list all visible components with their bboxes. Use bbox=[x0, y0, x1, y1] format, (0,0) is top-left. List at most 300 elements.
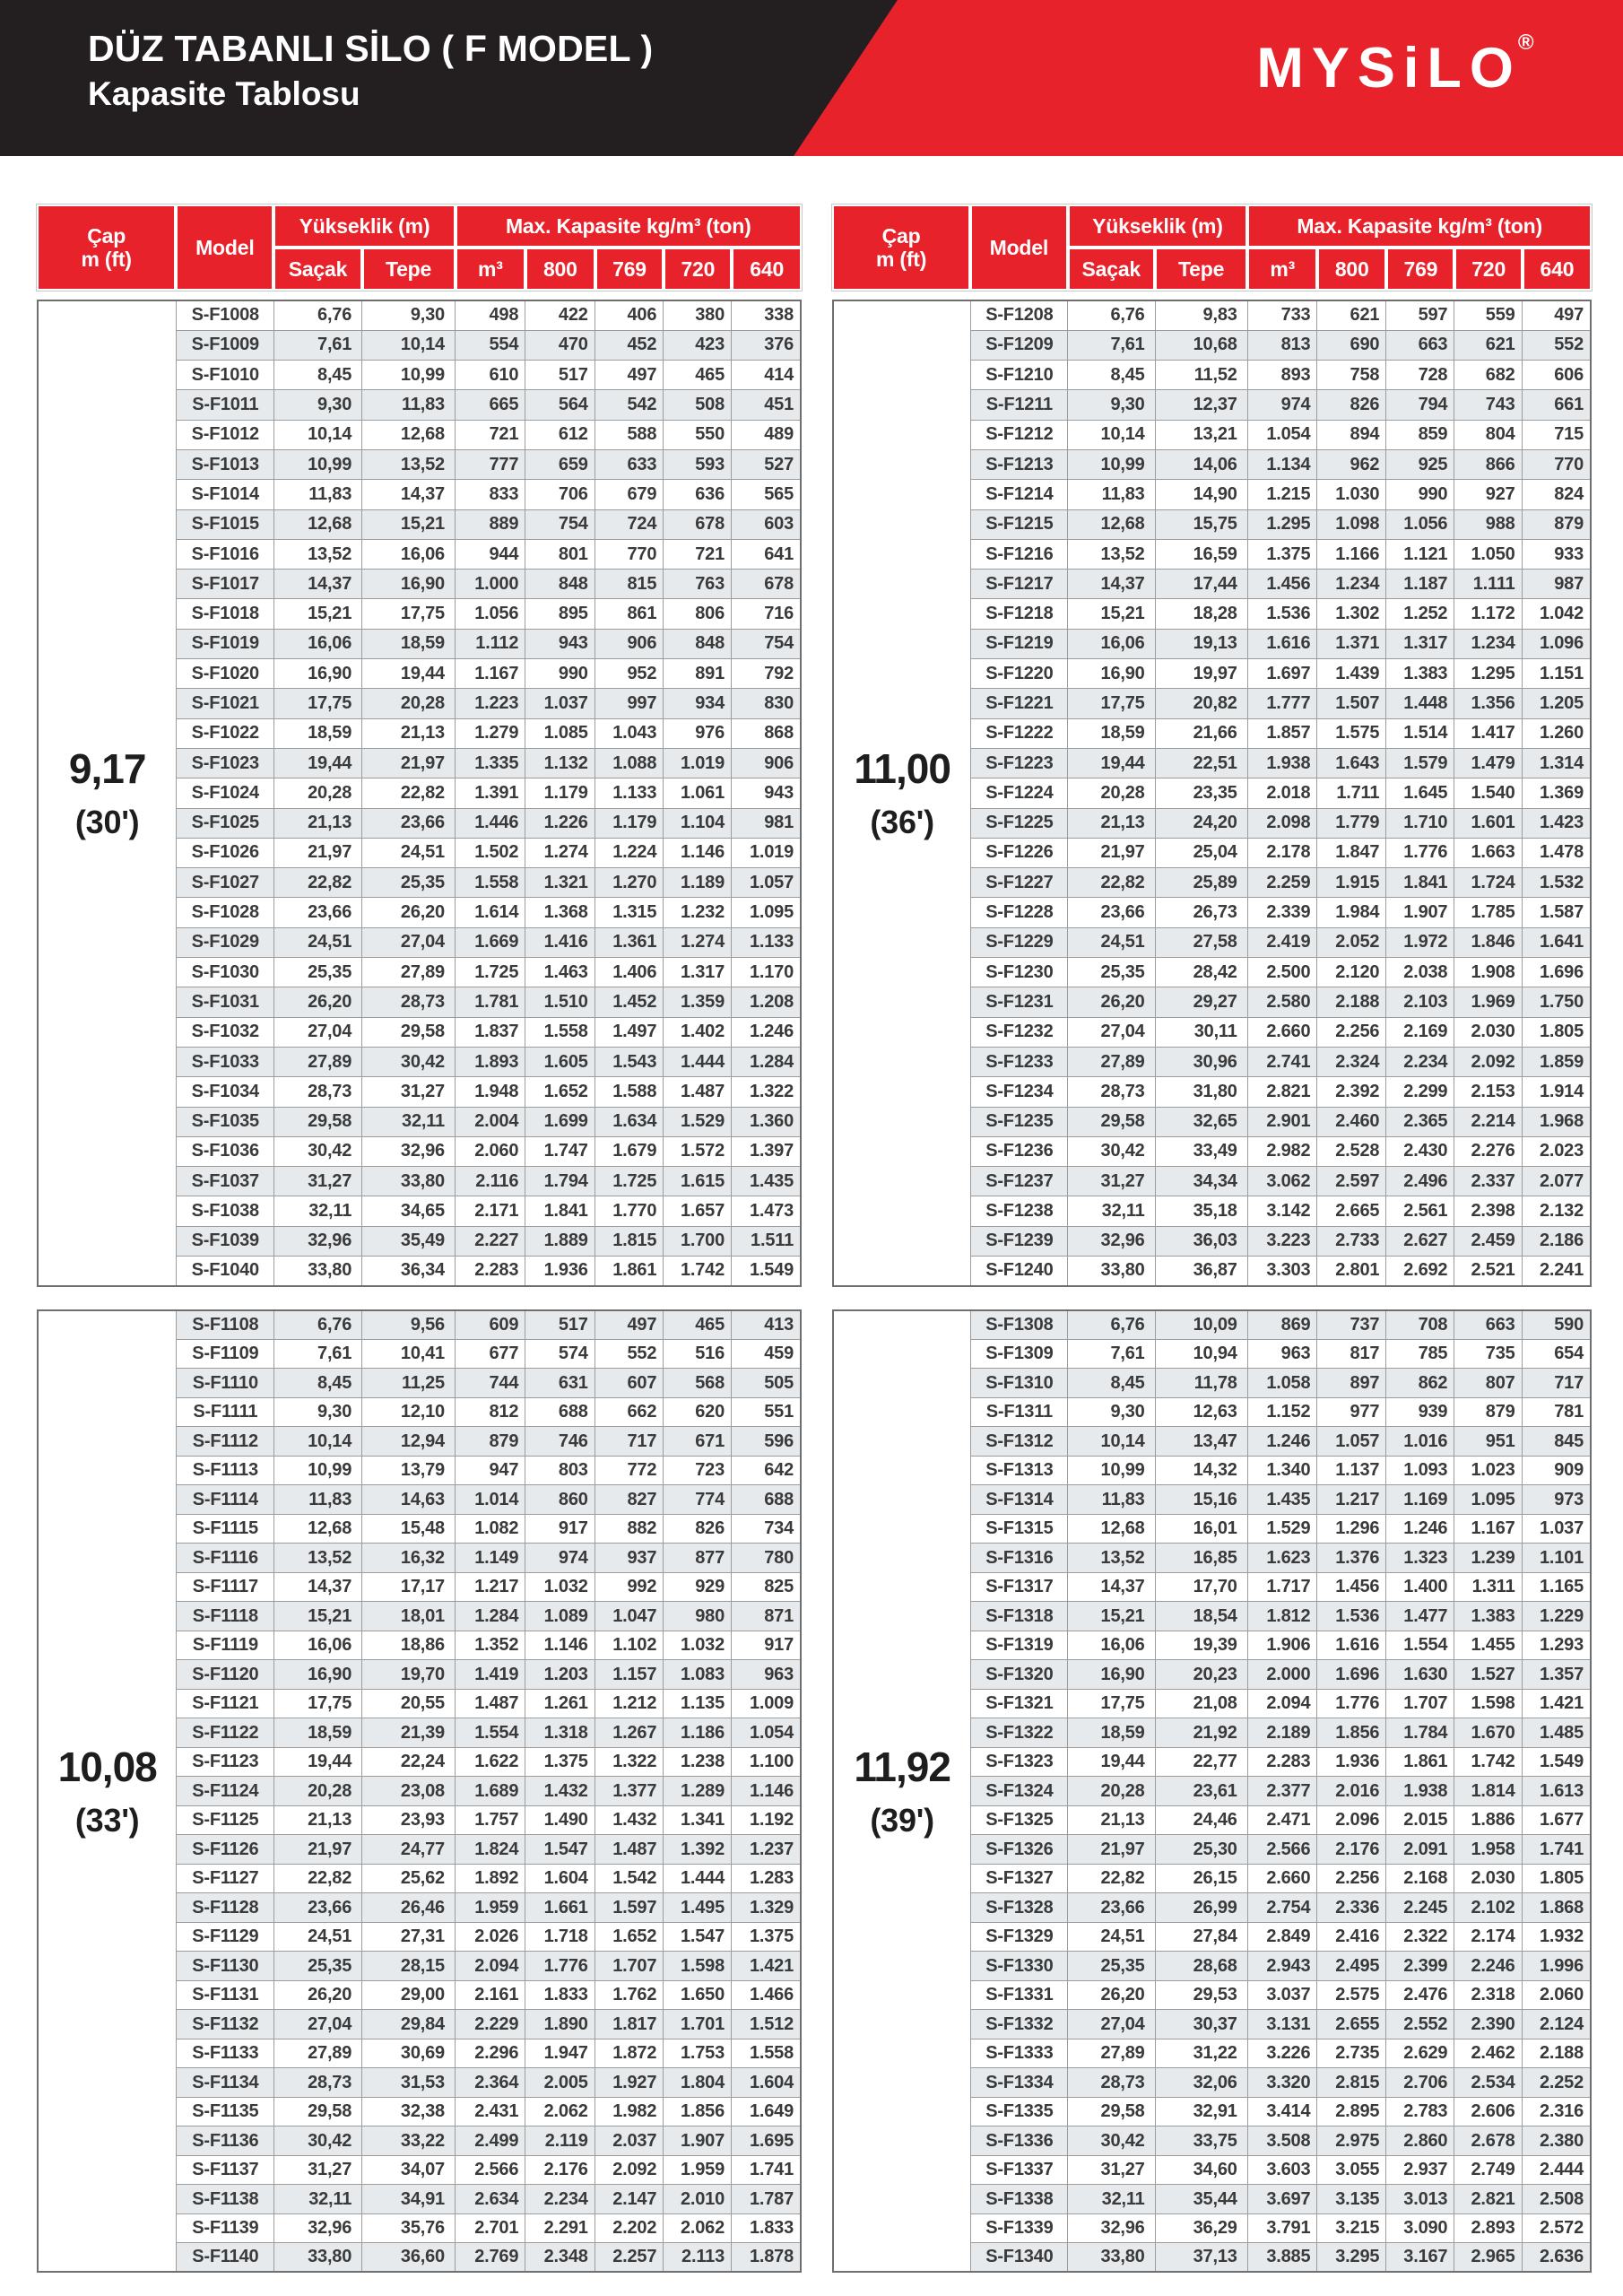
model-cell: S-F1328 bbox=[971, 1893, 1068, 1923]
value-cell: 10,99 bbox=[1068, 1456, 1155, 1485]
value-cell: 2.390 bbox=[1454, 2010, 1522, 2039]
model-cell: S-F1327 bbox=[971, 1864, 1068, 1893]
value-cell: 33,80 bbox=[1068, 2243, 1155, 2273]
value-cell: 18,59 bbox=[1068, 1718, 1155, 1748]
model-cell: S-F1332 bbox=[971, 2010, 1068, 2039]
value-cell: 23,35 bbox=[1155, 778, 1247, 808]
value-cell: 565 bbox=[732, 480, 802, 509]
model-cell: S-F1139 bbox=[177, 2213, 274, 2243]
value-cell: 1.322 bbox=[595, 1747, 664, 1777]
value-cell: 1.057 bbox=[1317, 1427, 1386, 1457]
capacity-table bbox=[832, 300, 1592, 1287]
value-cell: 2.701 bbox=[455, 2213, 525, 2243]
value-cell: 12,68 bbox=[274, 509, 362, 539]
value-cell: 1.169 bbox=[1386, 1485, 1454, 1515]
value-cell: 29,58 bbox=[274, 1107, 362, 1136]
value-cell: 13,52 bbox=[1068, 539, 1155, 569]
value-cell: 2.098 bbox=[1247, 808, 1317, 838]
value-cell: 815 bbox=[595, 570, 664, 599]
value-cell: 6,76 bbox=[1068, 1310, 1155, 1340]
value-cell: 1.032 bbox=[664, 1631, 732, 1660]
value-cell: 33,80 bbox=[1068, 1257, 1155, 1286]
value-cell: 2.597 bbox=[1317, 1167, 1386, 1196]
value-cell: 2.982 bbox=[1247, 1136, 1317, 1166]
value-cell: 1.376 bbox=[1317, 1544, 1386, 1573]
value-cell: 10,99 bbox=[274, 1456, 362, 1485]
value-cell: 26,20 bbox=[1068, 987, 1155, 1017]
value-cell: 16,06 bbox=[362, 539, 456, 569]
value-cell: 17,44 bbox=[1155, 570, 1247, 599]
value-cell: 12,68 bbox=[1068, 1514, 1155, 1544]
value-cell: 1.490 bbox=[525, 1805, 595, 1835]
value-cell: 897 bbox=[1317, 1369, 1386, 1398]
value-cell: 862 bbox=[1386, 1369, 1454, 1398]
diameter-feet: (36') bbox=[870, 804, 934, 841]
value-cell: 792 bbox=[732, 659, 802, 689]
value-cell: 16,85 bbox=[1155, 1544, 1247, 1573]
value-cell: 20,23 bbox=[1155, 1660, 1247, 1690]
value-cell: 465 bbox=[664, 361, 732, 390]
page-subtitle: Kapasite Tablosu bbox=[88, 75, 360, 113]
model-cell: S-F1234 bbox=[971, 1077, 1068, 1107]
value-cell: 14,37 bbox=[1068, 1572, 1155, 1602]
value-cell: 31,27 bbox=[274, 2155, 362, 2185]
value-cell: 2.259 bbox=[1247, 868, 1317, 898]
value-cell: 2.655 bbox=[1317, 2010, 1386, 2039]
value-cell: 6,76 bbox=[1068, 300, 1155, 330]
value-cell: 3.697 bbox=[1247, 2185, 1317, 2214]
value-cell: 30,96 bbox=[1155, 1047, 1247, 1076]
value-cell: 1.536 bbox=[1317, 1602, 1386, 1631]
value-cell: 678 bbox=[732, 570, 802, 599]
value-cell: 2.030 bbox=[1454, 1017, 1522, 1047]
value-cell: 13,52 bbox=[362, 449, 456, 479]
model-cell: S-F1016 bbox=[177, 539, 274, 569]
value-cell: 1.968 bbox=[1522, 1107, 1591, 1136]
value-cell: 9,30 bbox=[362, 300, 456, 330]
value-cell: 32,96 bbox=[274, 2213, 362, 2243]
value-cell: 2.005 bbox=[525, 2068, 595, 2098]
value-cell: 813 bbox=[1247, 330, 1317, 360]
value-cell: 36,87 bbox=[1155, 1257, 1247, 1286]
value-cell: 26,20 bbox=[1068, 1980, 1155, 2010]
value-cell: 16,01 bbox=[1155, 1514, 1247, 1544]
model-cell: S-F1034 bbox=[177, 1077, 274, 1107]
value-cell: 1.295 bbox=[1454, 659, 1522, 689]
table-row bbox=[38, 1310, 801, 1340]
value-cell: 1.455 bbox=[1454, 1631, 1522, 1660]
value-cell: 2.023 bbox=[1522, 1136, 1591, 1166]
value-cell: 2.316 bbox=[1522, 2097, 1591, 2126]
model-cell: S-F1225 bbox=[971, 808, 1068, 838]
diameter-cell bbox=[38, 1310, 177, 2273]
value-cell: 2.171 bbox=[455, 1196, 525, 1226]
model-cell: S-F1116 bbox=[177, 1544, 274, 1573]
value-cell: 1.742 bbox=[1454, 1747, 1522, 1777]
value-cell: 10,94 bbox=[1155, 1339, 1247, 1369]
value-cell: 1.375 bbox=[1247, 539, 1317, 569]
value-cell: 30,42 bbox=[362, 1047, 456, 1076]
value-cell: 3.791 bbox=[1247, 2213, 1317, 2243]
value-cell: 1.104 bbox=[664, 808, 732, 838]
model-cell: S-F1030 bbox=[177, 958, 274, 987]
value-cell: 3.508 bbox=[1247, 2126, 1317, 2156]
cap-header-line1: Çap bbox=[87, 223, 126, 248]
value-cell: 2.037 bbox=[595, 2126, 664, 2156]
value-cell: 15,16 bbox=[1155, 1485, 1247, 1515]
value-cell: 1.485 bbox=[1522, 1718, 1591, 1748]
col-header-720: 720 bbox=[664, 248, 732, 291]
value-cell: 774 bbox=[664, 1485, 732, 1515]
value-cell: 1.623 bbox=[1247, 1544, 1317, 1573]
value-cell: 1.598 bbox=[664, 1952, 732, 1981]
value-cell: 20,55 bbox=[362, 1689, 456, 1718]
value-cell: 29,58 bbox=[274, 2097, 362, 2126]
cap-header-line2: m (ft) bbox=[875, 248, 927, 271]
value-cell: 28,73 bbox=[274, 2068, 362, 2098]
value-cell: 2.499 bbox=[455, 2126, 525, 2156]
col-header-sacak: Saçak bbox=[1068, 248, 1155, 291]
value-cell: 889 bbox=[455, 509, 525, 539]
value-cell: 1.837 bbox=[455, 1017, 525, 1047]
value-cell: 23,61 bbox=[1155, 1777, 1247, 1806]
value-cell: 16,32 bbox=[362, 1544, 456, 1573]
value-cell: 2.091 bbox=[1386, 1835, 1454, 1865]
value-cell: 21,97 bbox=[1068, 838, 1155, 867]
value-cell: 22,82 bbox=[274, 1864, 362, 1893]
value-cell: 18,59 bbox=[362, 629, 456, 658]
value-cell: 1.444 bbox=[664, 1864, 732, 1893]
value-cell: 1.456 bbox=[1247, 570, 1317, 599]
value-cell: 609 bbox=[455, 1310, 525, 1340]
value-cell: 1.112 bbox=[455, 629, 525, 658]
value-cell: 19,44 bbox=[274, 1747, 362, 1777]
value-cell: 10,14 bbox=[362, 330, 456, 360]
value-cell: 31,27 bbox=[1068, 1167, 1155, 1196]
value-cell: 1.510 bbox=[525, 987, 595, 1017]
value-cell: 33,75 bbox=[1155, 2126, 1247, 2156]
value-cell: 974 bbox=[525, 1544, 595, 1573]
model-cell: S-F1311 bbox=[971, 1397, 1068, 1427]
diameter-meters: 10,08 bbox=[57, 1744, 157, 1791]
value-cell: 20,28 bbox=[362, 689, 456, 718]
value-cell: 1.857 bbox=[1247, 718, 1317, 748]
value-cell: 20,28 bbox=[274, 778, 362, 808]
value-cell: 1.252 bbox=[1386, 599, 1454, 629]
value-cell: 18,86 bbox=[362, 1631, 456, 1660]
value-cell: 2.665 bbox=[1317, 1196, 1386, 1226]
model-cell: S-F1010 bbox=[177, 361, 274, 390]
value-cell: 2.132 bbox=[1522, 1196, 1591, 1226]
model-cell: S-F1122 bbox=[177, 1718, 274, 1748]
value-cell: 1.375 bbox=[732, 1922, 802, 1952]
value-cell: 1.377 bbox=[595, 1777, 664, 1806]
col-header-model: Model bbox=[176, 204, 273, 291]
table-row bbox=[833, 1310, 1591, 1340]
value-cell: 1.473 bbox=[732, 1196, 802, 1226]
value-cell: 906 bbox=[595, 629, 664, 658]
value-cell: 1.452 bbox=[595, 987, 664, 1017]
value-cell: 1.893 bbox=[455, 1047, 525, 1076]
value-cell: 1.444 bbox=[664, 1047, 732, 1076]
value-cell: 1.284 bbox=[732, 1047, 802, 1076]
value-cell: 24,51 bbox=[362, 838, 456, 867]
value-cell: 19,44 bbox=[1068, 748, 1155, 778]
col-header-height-group: Yükseklik (m) bbox=[273, 204, 455, 248]
model-cell: S-F1337 bbox=[971, 2155, 1068, 2185]
value-cell: 1.239 bbox=[1454, 1544, 1522, 1573]
value-cell: 879 bbox=[1454, 1397, 1522, 1427]
value-cell: 1.588 bbox=[595, 1077, 664, 1107]
value-cell: 18,01 bbox=[362, 1602, 456, 1631]
value-cell: 794 bbox=[1386, 390, 1454, 420]
value-cell: 2.636 bbox=[1522, 2243, 1591, 2273]
value-cell: 497 bbox=[595, 361, 664, 390]
value-cell: 1.042 bbox=[1522, 599, 1591, 629]
model-cell: S-F1212 bbox=[971, 420, 1068, 449]
value-cell: 26,20 bbox=[274, 987, 362, 1017]
value-cell: 31,27 bbox=[362, 1077, 456, 1107]
model-cell: S-F1131 bbox=[177, 1980, 274, 2010]
value-cell: 1.757 bbox=[455, 1805, 525, 1835]
value-cell: 1.785 bbox=[1454, 898, 1522, 927]
value-cell: 25,35 bbox=[274, 1952, 362, 1981]
value-cell: 18,59 bbox=[274, 718, 362, 748]
value-cell: 1.446 bbox=[455, 808, 525, 838]
value-cell: 17,75 bbox=[362, 599, 456, 629]
value-cell: 2.733 bbox=[1317, 1226, 1386, 1256]
value-cell: 1.357 bbox=[1522, 1660, 1591, 1690]
value-cell: 2.094 bbox=[1247, 1689, 1317, 1718]
value-cell: 917 bbox=[525, 1514, 595, 1544]
value-cell: 963 bbox=[1247, 1339, 1317, 1369]
value-cell: 27,04 bbox=[362, 927, 456, 957]
value-cell: 30,69 bbox=[362, 2039, 456, 2068]
value-cell: 21,97 bbox=[1068, 1835, 1155, 1865]
model-cell: S-F1312 bbox=[971, 1427, 1068, 1457]
value-cell: 1.224 bbox=[595, 838, 664, 867]
value-cell: 26,46 bbox=[362, 1893, 456, 1923]
value-cell: 1.657 bbox=[664, 1196, 732, 1226]
value-cell: 1.314 bbox=[1522, 748, 1591, 778]
value-cell: 1.229 bbox=[1522, 1602, 1591, 1631]
value-cell: 1.661 bbox=[525, 1893, 595, 1923]
value-cell: 1.598 bbox=[1454, 1689, 1522, 1718]
value-cell: 2.119 bbox=[525, 2126, 595, 2156]
value-cell: 977 bbox=[1317, 1397, 1386, 1427]
value-cell: 26,15 bbox=[1155, 1864, 1247, 1893]
value-cell: 1.914 bbox=[1522, 1077, 1591, 1107]
value-cell: 665 bbox=[455, 390, 525, 420]
value-cell: 2.849 bbox=[1247, 1922, 1317, 1952]
value-cell: 607 bbox=[595, 1369, 664, 1398]
model-cell: S-F1018 bbox=[177, 599, 274, 629]
value-cell: 1.186 bbox=[664, 1718, 732, 1748]
value-cell: 21,13 bbox=[362, 718, 456, 748]
model-cell: S-F1015 bbox=[177, 509, 274, 539]
value-cell: 2.783 bbox=[1386, 2097, 1454, 2126]
value-cell: 2.299 bbox=[1386, 1077, 1454, 1107]
value-cell: 1.907 bbox=[664, 2126, 732, 2156]
value-cell: 1.833 bbox=[732, 2213, 802, 2243]
cap-header-line1: Çap bbox=[881, 223, 921, 248]
value-cell: 917 bbox=[732, 1631, 802, 1660]
value-cell: 1.170 bbox=[732, 958, 802, 987]
value-cell: 3.223 bbox=[1247, 1226, 1317, 1256]
value-cell: 505 bbox=[732, 1369, 802, 1398]
value-cell: 21,08 bbox=[1155, 1689, 1247, 1718]
value-cell: 1.847 bbox=[1317, 838, 1386, 867]
value-cell: 1.616 bbox=[1247, 629, 1317, 658]
value-cell: 13,52 bbox=[274, 539, 362, 569]
value-cell: 1.416 bbox=[525, 927, 595, 957]
value-cell: 406 bbox=[595, 300, 664, 330]
value-cell: 3.320 bbox=[1247, 2068, 1317, 2098]
value-cell: 2.283 bbox=[455, 1257, 525, 1286]
value-cell: 16,06 bbox=[274, 1631, 362, 1660]
value-cell: 860 bbox=[525, 1485, 595, 1515]
value-cell: 1.391 bbox=[455, 778, 525, 808]
value-cell: 1.679 bbox=[595, 1136, 664, 1166]
value-cell: 1.284 bbox=[455, 1602, 525, 1631]
value-cell: 717 bbox=[1522, 1369, 1591, 1398]
value-cell: 10,99 bbox=[1068, 449, 1155, 479]
value-cell: 1.274 bbox=[664, 927, 732, 957]
value-cell: 1.232 bbox=[664, 898, 732, 927]
value-cell: 2.471 bbox=[1247, 1805, 1317, 1835]
value-cell: 12,10 bbox=[362, 1397, 456, 1427]
value-cell: 380 bbox=[664, 300, 732, 330]
value-cell: 31,27 bbox=[274, 1167, 362, 1196]
value-cell: 3.414 bbox=[1247, 2097, 1317, 2126]
value-cell: 2.901 bbox=[1247, 1107, 1317, 1136]
value-cell: 1.234 bbox=[1317, 570, 1386, 599]
value-cell: 13,47 bbox=[1155, 1427, 1247, 1457]
value-cell: 3.603 bbox=[1247, 2155, 1317, 2185]
value-cell: 1.341 bbox=[664, 1805, 732, 1835]
value-cell: 688 bbox=[732, 1485, 802, 1515]
value-cell: 498 bbox=[455, 300, 525, 330]
value-cell: 36,29 bbox=[1155, 2213, 1247, 2243]
value-cell: 2.188 bbox=[1522, 2039, 1591, 2068]
value-cell: 780 bbox=[732, 1544, 802, 1573]
value-cell: 2.460 bbox=[1317, 1107, 1386, 1136]
value-cell: 1.547 bbox=[664, 1922, 732, 1952]
value-cell: 27,89 bbox=[274, 2039, 362, 2068]
diameter-cell bbox=[833, 300, 971, 1286]
table-row bbox=[38, 300, 801, 330]
value-cell: 1.711 bbox=[1317, 778, 1386, 808]
value-cell: 806 bbox=[664, 599, 732, 629]
value-cell: 30,42 bbox=[274, 2126, 362, 2156]
value-cell: 1.718 bbox=[525, 1922, 595, 1952]
model-cell: S-F1037 bbox=[177, 1167, 274, 1196]
model-cell: S-F1223 bbox=[971, 748, 1068, 778]
value-cell: 27,89 bbox=[1068, 1047, 1155, 1076]
value-cell: 1.597 bbox=[595, 1893, 664, 1923]
value-cell: 723 bbox=[664, 1456, 732, 1485]
value-cell: 35,49 bbox=[362, 1226, 456, 1256]
value-cell: 721 bbox=[664, 539, 732, 569]
value-cell: 2.566 bbox=[455, 2155, 525, 2185]
value-cell: 1.652 bbox=[525, 1077, 595, 1107]
value-cell: 1.132 bbox=[525, 748, 595, 778]
value-cell: 21,97 bbox=[274, 1835, 362, 1865]
value-cell: 1.032 bbox=[525, 1572, 595, 1602]
value-cell: 2.459 bbox=[1454, 1226, 1522, 1256]
value-cell: 1.356 bbox=[1454, 689, 1522, 718]
value-cell: 1.274 bbox=[525, 838, 595, 867]
value-cell: 1.824 bbox=[455, 1835, 525, 1865]
value-cell: 552 bbox=[1522, 330, 1591, 360]
value-cell: 603 bbox=[732, 509, 802, 539]
model-cell: S-F1237 bbox=[971, 1167, 1068, 1196]
value-cell: 3.131 bbox=[1247, 2010, 1317, 2039]
capacity-block-11-92 bbox=[832, 1309, 1592, 2274]
value-cell: 1.056 bbox=[1386, 509, 1454, 539]
model-cell: S-F1209 bbox=[971, 330, 1068, 360]
value-cell: 22,82 bbox=[1068, 1864, 1155, 1893]
value-cell: 27,84 bbox=[1155, 1922, 1247, 1952]
value-cell: 1.016 bbox=[1386, 1427, 1454, 1457]
value-cell: 2.444 bbox=[1522, 2155, 1591, 2185]
value-cell: 11,83 bbox=[274, 480, 362, 509]
value-cell: 559 bbox=[1454, 300, 1522, 330]
model-cell: S-F1229 bbox=[971, 927, 1068, 957]
value-cell: 1.497 bbox=[595, 1017, 664, 1047]
value-cell: 24,51 bbox=[1068, 927, 1155, 957]
col-header-m3: m³ bbox=[456, 248, 525, 291]
model-cell: S-F1214 bbox=[971, 480, 1068, 509]
value-cell: 1.579 bbox=[1386, 748, 1454, 778]
value-cell: 1.234 bbox=[1454, 629, 1522, 658]
value-cell: 25,04 bbox=[1155, 838, 1247, 867]
value-cell: 36,60 bbox=[362, 2243, 456, 2273]
value-cell: 1.260 bbox=[1522, 718, 1591, 748]
model-cell: S-F1326 bbox=[971, 1835, 1068, 1865]
value-cell: 19,44 bbox=[1068, 1747, 1155, 1777]
capacity-table bbox=[37, 1309, 802, 2274]
value-cell: 9,30 bbox=[274, 1397, 362, 1427]
model-cell: S-F1035 bbox=[177, 1107, 274, 1136]
diameter-cell bbox=[833, 1310, 971, 2273]
value-cell: 1.868 bbox=[1522, 1893, 1591, 1923]
value-cell: 16,90 bbox=[1068, 659, 1155, 689]
value-cell: 1.604 bbox=[525, 1864, 595, 1893]
value-cell: 1.423 bbox=[1522, 808, 1591, 838]
value-cell: 2.692 bbox=[1386, 1257, 1454, 1286]
value-cell: 3.055 bbox=[1317, 2155, 1386, 2185]
value-cell: 2.462 bbox=[1454, 2039, 1522, 2068]
col-header-cap bbox=[37, 204, 176, 291]
model-cell: S-F1313 bbox=[971, 1456, 1068, 1485]
value-cell: 1.984 bbox=[1317, 898, 1386, 927]
model-cell: S-F1238 bbox=[971, 1196, 1068, 1226]
value-cell: 2.815 bbox=[1317, 2068, 1386, 2098]
value-cell: 33,80 bbox=[362, 1167, 456, 1196]
table-header-right bbox=[832, 204, 1592, 291]
value-cell: 1.151 bbox=[1522, 659, 1591, 689]
value-cell: 1.540 bbox=[1454, 778, 1522, 808]
value-cell: 452 bbox=[595, 330, 664, 360]
model-cell: S-F1323 bbox=[971, 1747, 1068, 1777]
value-cell: 716 bbox=[732, 599, 802, 629]
value-cell: 2.060 bbox=[455, 1136, 525, 1166]
value-cell: 895 bbox=[525, 599, 595, 629]
value-cell: 976 bbox=[664, 718, 732, 748]
value-cell: 25,35 bbox=[362, 868, 456, 898]
value-cell: 827 bbox=[595, 1485, 664, 1515]
